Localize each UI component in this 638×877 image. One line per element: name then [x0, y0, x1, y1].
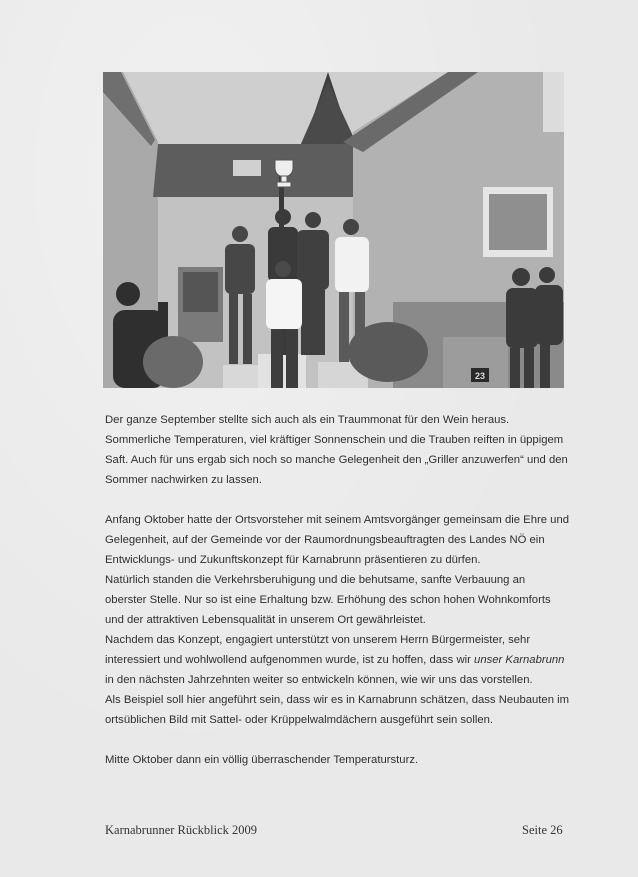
- paragraph-september: [105, 410, 575, 490]
- text-line: Sommer nachwirken zu lassen.: [105, 474, 262, 486]
- text-line: oberster Stelle. Nur so ist eine Erhaltung bzw. Erhöhung des schon hohen Wohnkomforts: [105, 594, 551, 606]
- paragraph-oktober: [105, 510, 575, 730]
- text-line: in den nächsten Jahrzehnten weiter so entwickeln können, wie wir uns das vorstellen.: [105, 674, 533, 686]
- article-body: [105, 410, 575, 790]
- text-line: ortsüblichen Bild mit Sattel- oder Krüppelwalmdächern ausgeführt sein sollen.: [105, 714, 494, 726]
- footer-publication-title: Karnabrunner Rückblick 2009: [105, 823, 258, 837]
- event-photo-drawing: [103, 72, 564, 388]
- event-photo: [103, 72, 564, 388]
- text-line: Saft. Auch für uns ergab sich noch so manche Gelegenheit den „Griller anzuwerfen“ und den: [105, 454, 568, 466]
- text-line: und der attraktiven Lebensqualität in unserem Ort gewährleistet.: [105, 614, 426, 626]
- text-fragment: interessiert und wohlwollend aufgenommen wurde, ist zu hoffen, dass wir: [105, 654, 475, 666]
- emphasis-unser-karnabrunn: unser Karnabrunn: [474, 654, 565, 666]
- text-line: Mitte Oktober dann ein völlig überraschender Temperatursturz.: [105, 754, 419, 766]
- text-line: Als Beispiel soll hier angeführt sein, dass wir es in Karnabrunn schätzen, dass Neubauten im: [105, 694, 570, 706]
- text-line: Sommerliche Temperaturen, viel kräftiger Sonnenschein und die Trauben reiften in üppigem: [105, 434, 564, 446]
- text-line: [105, 650, 575, 670]
- text-line: Nachdem das Konzept, engagiert unterstützt von unserem Herrn Bürgermeister, sehr: [105, 634, 531, 646]
- text-line: Der ganze September stellte sich auch als ein Traummonat für den Wein heraus.: [105, 414, 510, 426]
- trophy-icon: [275, 160, 293, 187]
- text-line: Gelegenheit, auf der Gemeinde vor der Raumordnungsbeauftragten des Landes NÖ ein: [105, 534, 545, 546]
- text-line: Natürlich standen die Verkehrsberuhigung und die behutsame, sanfte Verbauung an: [105, 574, 526, 586]
- plaque-number: 23: [474, 371, 486, 381]
- paragraph-temperatursturz: [105, 750, 575, 770]
- footer-page-number: Seite 26: [522, 823, 563, 837]
- text-line: Anfang Oktober hatte der Ortsvorsteher mit seinem Amtsvorgänger gemeinsam die Ehre und: [105, 514, 570, 526]
- text-line: Entwicklungs- und Zukunftskonzept für Karnabrunn präsentieren zu dürfen.: [105, 554, 481, 566]
